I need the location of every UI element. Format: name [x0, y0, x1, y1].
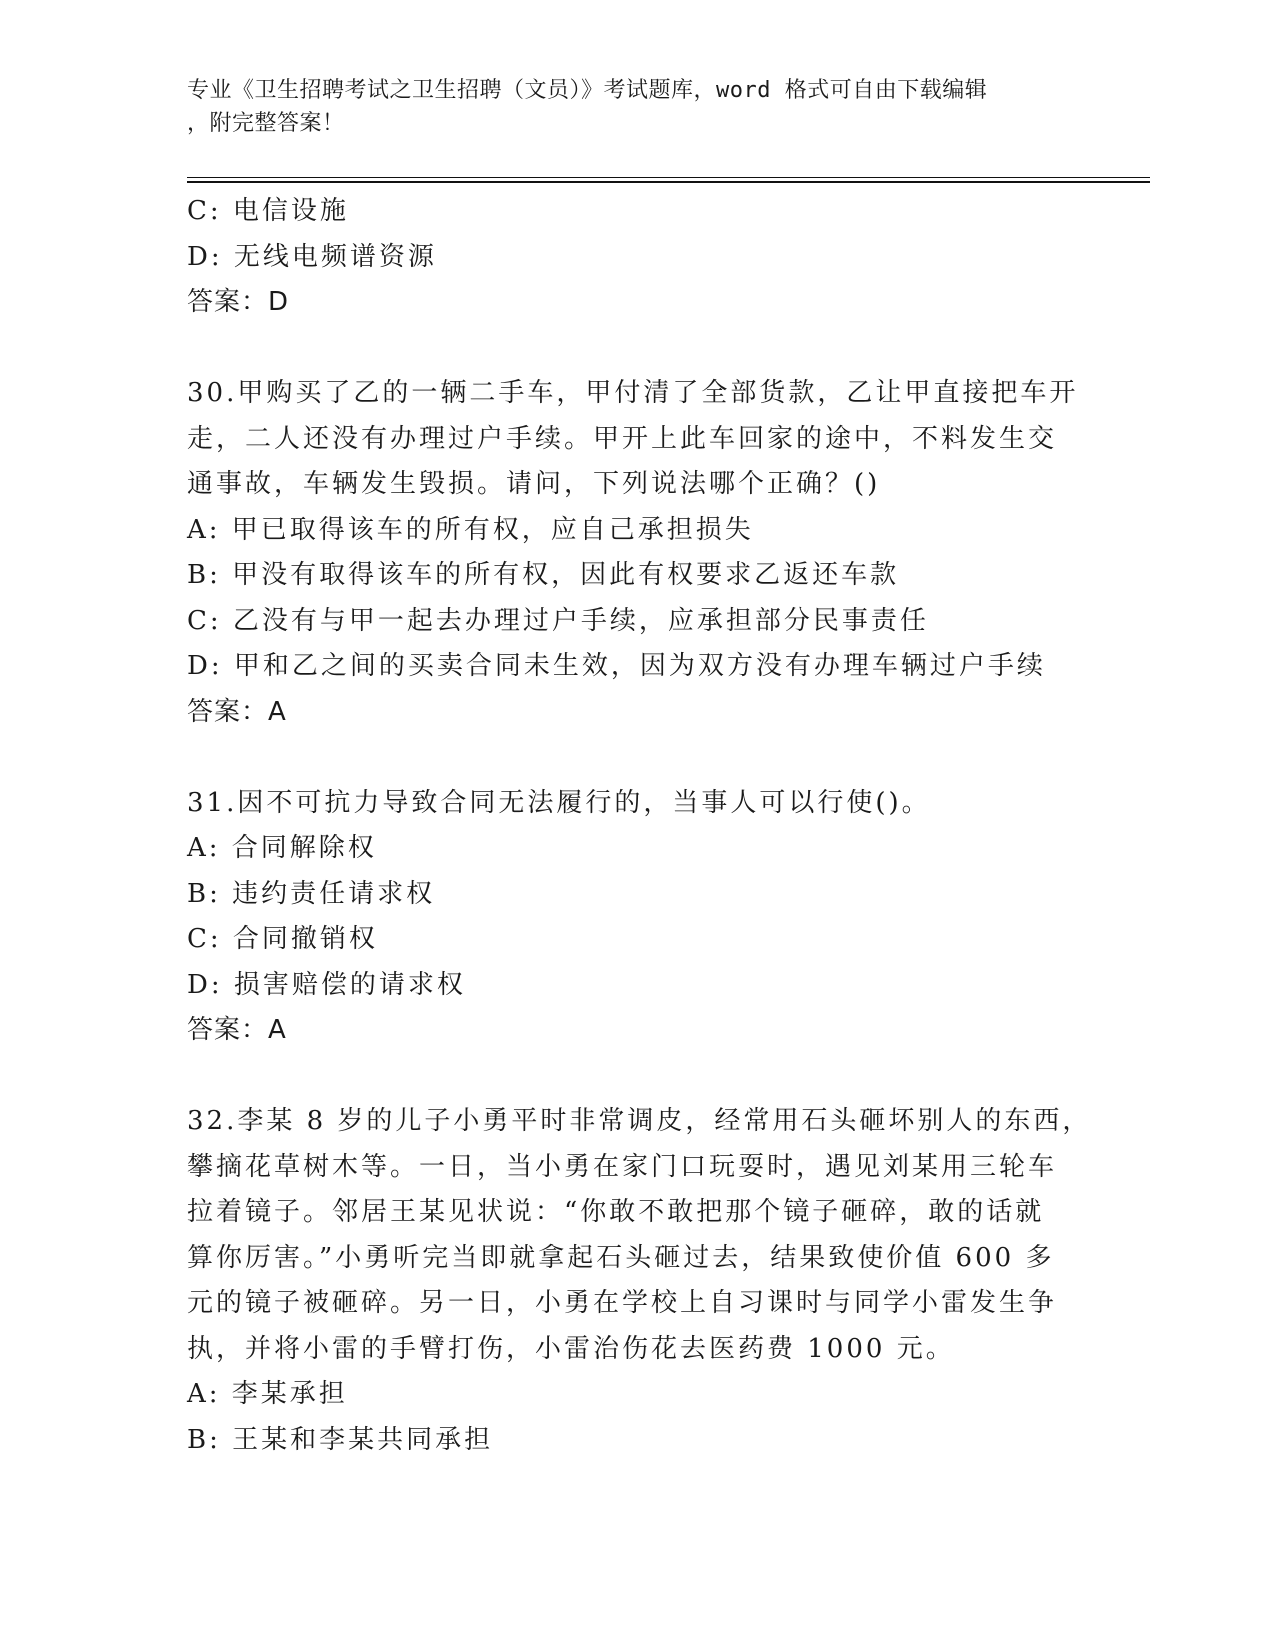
- question-stem-line: 执，并将小雷的手臂打伤，小雷治伤花去医药费 1000 元。: [187, 1333, 955, 1364]
- option-b: B: 王某和李某共同承担: [187, 1424, 494, 1455]
- question-32: [187, 1099, 1092, 1463]
- option-d: D: 损害赔偿的请求权: [187, 969, 466, 1000]
- option-a: A: 甲已取得该车的所有权，应自己承担损失: [187, 514, 754, 545]
- partial-question-29: [187, 189, 1087, 326]
- question-stem-line: 元的镜子被砸碎。另一日，小勇在学校上自习课时与同学小雷发生争: [187, 1288, 1058, 1318]
- answer: 答案：A: [187, 1015, 287, 1045]
- header-line-1: 专业《卫生招聘考试之卫生招聘（文员）》考试题库，word 格式可自由下载编辑: [187, 78, 988, 103]
- option-c: C: 电信设施: [187, 196, 349, 226]
- answer: 答案：A: [187, 696, 287, 727]
- question-stem-line: 32.李某 8 岁的儿子小勇平时非常调皮，经常用石头砸坏别人的东西，: [187, 1106, 1092, 1136]
- option-d: D: 无线电频谱资源: [187, 241, 437, 272]
- question-stem-line: 31.因不可抗力导致合同无法履行的，当事人可以行使()。: [187, 787, 931, 818]
- option-c: C: 乙没有与甲一起去办理过户手续，应承担部分民事责任: [187, 605, 929, 636]
- header-rule-thick: [187, 181, 1150, 183]
- option-a: A: 李某承担: [187, 1379, 348, 1409]
- option-b: B: 违约责任请求权: [187, 878, 436, 909]
- header-line-2: ，附完整答案！: [187, 111, 345, 136]
- question-stem-line: 走，二人还没有办理过户手续。甲开上此车回家的途中，不料发生交: [187, 423, 1058, 454]
- question-stem-line: 30.甲购买了乙的一辆二手车，甲付清了全部货款，乙让甲直接把车开: [187, 378, 1079, 408]
- question-30: [187, 371, 1087, 735]
- question-31: [187, 781, 1087, 1054]
- answer: 答案：D: [187, 287, 290, 317]
- question-stem-line: 通事故，车辆发生毁损。请问，下列说法哪个正确？(): [187, 469, 881, 499]
- option-d: D: 甲和乙之间的买卖合同未生效，因为双方没有办理车辆过户手续: [187, 651, 1046, 681]
- document-header: [187, 74, 1067, 140]
- option-c: C: 合同撤销权: [187, 924, 378, 954]
- question-stem-line: 攀摘花草树木等。一日，当小勇在家门口玩耍时，遇见刘某用三轮车: [187, 1151, 1058, 1182]
- question-stem-line: 拉着镜子。邻居王某见状说：“你敢不敢把那个镜子砸碎，敢的话就: [187, 1197, 1045, 1227]
- document-body: [187, 189, 1092, 1463]
- header-rule-thin: [187, 177, 1150, 178]
- question-stem-line: 算你厉害。”小勇听完当即就拿起石头砸过去，结果致使价值 600 多: [187, 1242, 1055, 1273]
- option-b: B: 甲没有取得该车的所有权，因此有权要求乙返还车款: [187, 560, 900, 590]
- option-a: A: 合同解除权: [187, 833, 377, 863]
